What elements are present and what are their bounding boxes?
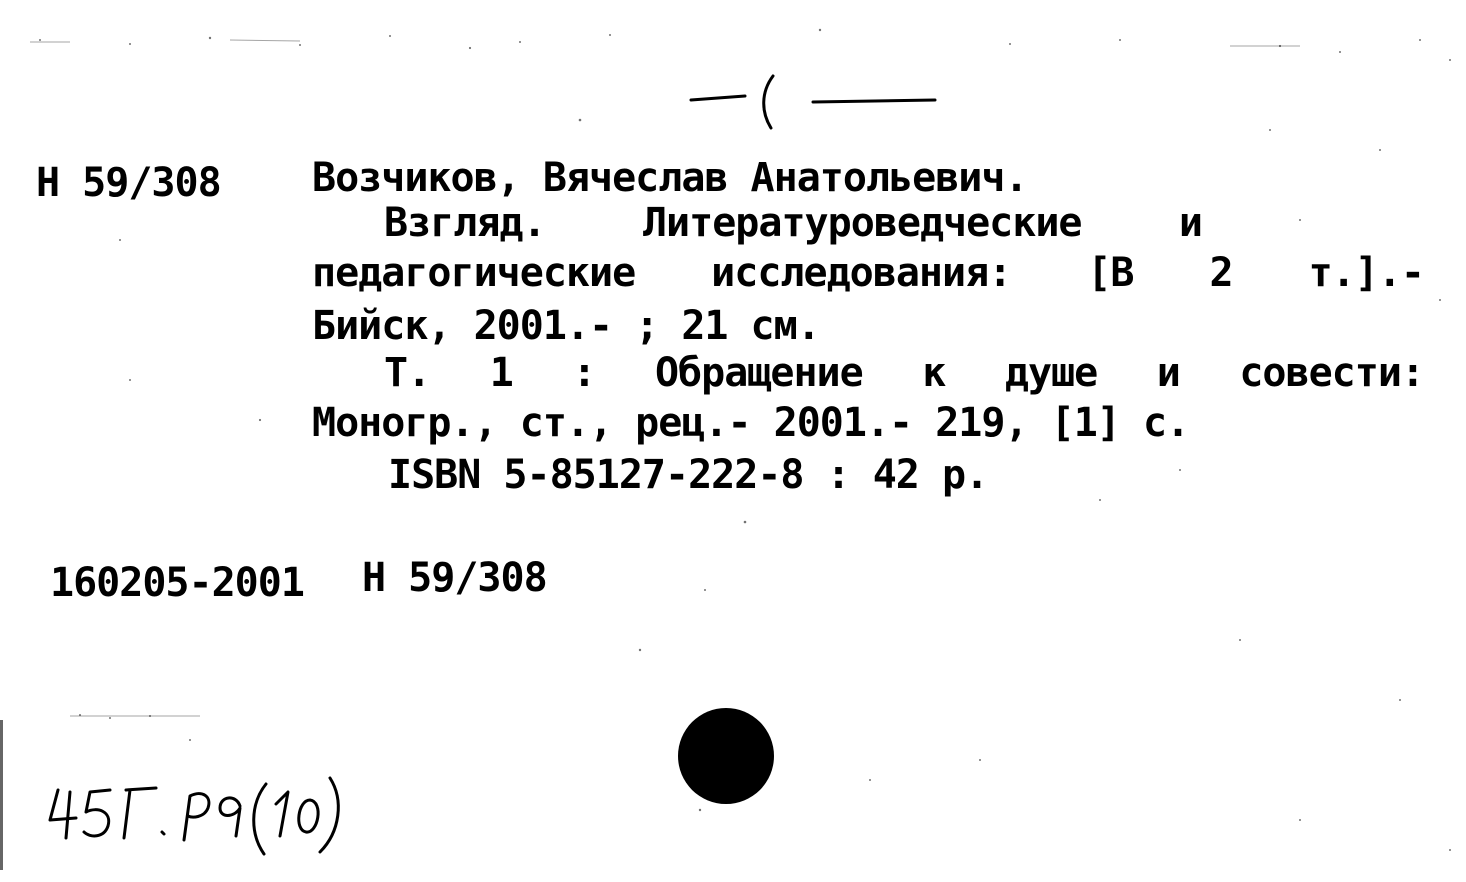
title-word: [В bbox=[1087, 250, 1134, 296]
card-punch-hole bbox=[678, 708, 774, 804]
accession-shelf-mark: Н 59/308 bbox=[362, 555, 547, 601]
volume-word: Т. bbox=[384, 350, 431, 396]
shelf-mark: Н 59/308 bbox=[36, 160, 221, 206]
imprint: Бийск, 2001.- ; 21 см. bbox=[312, 303, 820, 349]
author-heading: Возчиков, Вячеслав Анатольевич. bbox=[312, 155, 1028, 201]
card-edge bbox=[0, 720, 6, 870]
volume-word: к bbox=[922, 350, 946, 396]
title-line-2 bbox=[312, 250, 1424, 296]
page-mark bbox=[685, 68, 945, 138]
volume-word: 1 bbox=[489, 350, 513, 396]
title-line-1 bbox=[384, 200, 1202, 246]
volume-word: душе bbox=[1004, 350, 1098, 396]
handwritten-note bbox=[40, 770, 420, 860]
title-word: Литературоведческие bbox=[642, 200, 1082, 246]
title-word: исследования: bbox=[711, 250, 1012, 296]
title-word: и bbox=[1178, 200, 1202, 246]
accession-number: 160205-2001 bbox=[50, 560, 304, 606]
isbn: ISBN 5-85127-222-8 : 42 р. bbox=[388, 452, 989, 498]
volume-word: и bbox=[1156, 350, 1180, 396]
volume-line-1 bbox=[384, 350, 1424, 396]
volume-word: совести: bbox=[1239, 350, 1424, 396]
volume-word: : bbox=[572, 350, 596, 396]
title-word: 2 bbox=[1209, 250, 1233, 296]
title-word: Взгляд. bbox=[384, 200, 546, 246]
volume-details: Моногр., ст., рец.- 2001.- 219, [1] с. bbox=[312, 400, 1190, 446]
volume-word: Обращение bbox=[654, 350, 863, 396]
title-word: т.].- bbox=[1308, 250, 1424, 296]
title-word: педагогические bbox=[312, 250, 636, 296]
